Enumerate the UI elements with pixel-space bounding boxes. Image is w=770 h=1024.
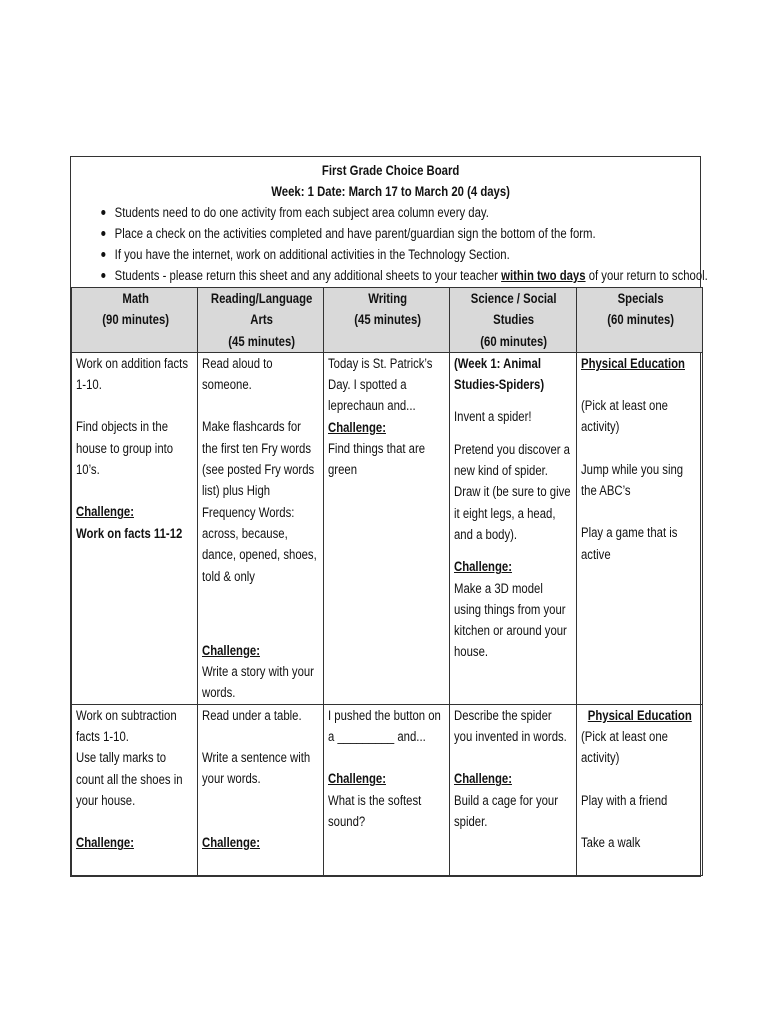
reading-cell-1: Read aloud to someone. Make flashcards for the first ten Fry words (see posted Fry words list) plus High Frequency Words: across, because, dance, opened, shoes, told & only Challenge: Write a story with your words. bbox=[198, 352, 324, 704]
col-math: Math (90 minutes) bbox=[72, 288, 198, 353]
instruction-item: Students - please return this sheet and any additional sheets to your teacher within two days of your return to school. bbox=[101, 265, 703, 286]
col-science: Science / Social Studies (60 minutes) bbox=[450, 288, 577, 353]
col-writing: Writing (45 minutes) bbox=[324, 288, 450, 353]
reading-cell-2: Read under a table. Write a sentence with your words. Challenge: bbox=[198, 704, 324, 875]
col-reading: Reading/Language Arts (45 minutes) bbox=[198, 288, 324, 353]
specials-cell-1: Physical Education (Pick at least one activity) Jump while you sing the ABC’s Play a game that is active bbox=[577, 352, 703, 704]
instructions-list bbox=[78, 202, 708, 286]
writing-cell-2: I pushed the button on a _________ and... Challenge: What is the softest sound? bbox=[324, 704, 450, 875]
column-header-row bbox=[72, 288, 703, 353]
instruction-item: Place a check on the activities completed and have parent/guardian sign the bottom of the form. bbox=[101, 223, 703, 244]
activity-table bbox=[71, 287, 703, 876]
math-cell-2: Work on subtraction facts 1-10. Use tally marks to count all the shoes in your house. Challenge: bbox=[72, 704, 198, 875]
math-cell-1: Work on addition facts 1-10. Find objects in the house to group into 10’s. Challenge: Work on facts 11-12 bbox=[72, 352, 198, 704]
board-header bbox=[71, 157, 710, 287]
instruction-item: Students need to do one activity from each subject area column every day. bbox=[101, 202, 703, 223]
science-cell-1: (Week 1: Animal Studies-Spiders) Invent a spider! Pretend you discover a new kind of spider. Draw it (be sure to give it eight legs, a head, and a body). Challenge: Make a 3D model using things from your kitchen or around your house. bbox=[450, 352, 577, 704]
choice-board bbox=[70, 156, 708, 877]
col-specials: Specials (60 minutes) bbox=[577, 288, 703, 353]
instruction-item: If you have the internet, work on additional activities in the Technology Section. bbox=[101, 244, 703, 265]
table-row bbox=[72, 704, 703, 875]
table-row bbox=[72, 352, 703, 704]
return-deadline: within two days bbox=[501, 268, 586, 283]
week-dates: Week: 1 Date: March 17 to March 20 (4 days) bbox=[271, 184, 510, 199]
writing-cell-1: Today is St. Patrick’s Day. I spotted a leprechaun and... Challenge: Find things that are green bbox=[324, 352, 450, 704]
science-cell-2: Describe the spider you invented in words. Challenge: Build a cage for your spider. bbox=[450, 704, 577, 875]
specials-cell-2: Physical Education (Pick at least one activity) Play with a friend Take a walk bbox=[577, 704, 703, 875]
board-title: First Grade Choice Board bbox=[321, 163, 460, 178]
